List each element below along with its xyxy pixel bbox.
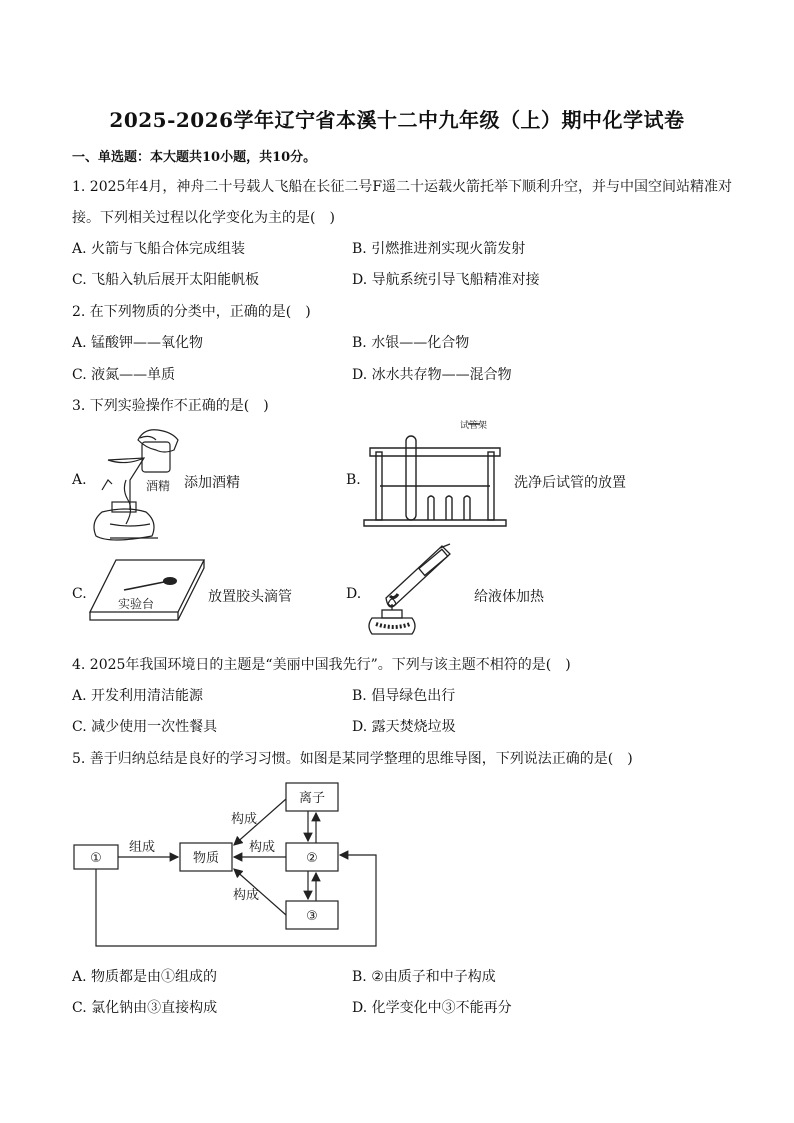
q4-option-d: D. 露天焚烧垃圾 <box>352 719 456 735</box>
box-1-label: ① <box>90 851 102 866</box>
q5-option-b: B. ②由质子和中子构成 <box>352 969 496 985</box>
test-tube-rack-figure <box>360 416 510 531</box>
q3-option-c-letter: C. <box>72 586 87 602</box>
q2-option-b: B. 水银——化合物 <box>352 335 470 351</box>
q1-option-c: C. 飞船入轨后展开太阳能帆板 <box>72 272 260 288</box>
q4-option-a: A. 开发利用清洁能源 <box>72 688 204 704</box>
arrow-form-label-3: 构成 <box>232 888 260 903</box>
alcohol-label: 酒精 <box>146 479 171 493</box>
box-2-label: ② <box>306 851 318 866</box>
q1-option-b: B. 引燃推进剂实现火箭发射 <box>352 241 526 257</box>
arrow-form-label-1: 构成 <box>230 812 258 827</box>
test-tube-rack-label: 试管架 <box>460 421 488 431</box>
q5-option-c: C. 氯化钠由③直接构成 <box>72 1000 218 1016</box>
q2-option-d: D. 冰水共存物——混合物 <box>352 367 512 383</box>
bench-label: 实验台 <box>118 597 155 611</box>
q2-stem: 2. 在下列物质的分类中，正确的是( ) <box>72 304 311 320</box>
q1-stem-line2: 接。下列相关过程以化学变化为主的是( ) <box>72 210 335 226</box>
q3-option-d-letter: D. <box>346 586 362 602</box>
heating-liquid-figure <box>360 540 470 640</box>
dropper-on-bench-figure <box>88 556 208 624</box>
box-ion-label: 离子 <box>298 791 326 806</box>
concept-map-diagram <box>60 775 400 955</box>
section-heading-single-choice: 一、单选题：本大题共10小题，共10分。 <box>72 150 317 165</box>
q1-option-a: A. 火箭与飞船合体完成组装 <box>72 241 246 257</box>
box-substance-label: 物质 <box>192 851 220 866</box>
alcohol-lamp-refill-figure <box>80 420 190 545</box>
q3-stem: 3. 下列实验操作不正确的是( ) <box>72 398 269 414</box>
q4-option-b: B. 倡导绿色出行 <box>352 688 456 704</box>
q3-option-a-letter: A. <box>72 472 87 488</box>
arrow-compose-label: 组成 <box>128 840 156 855</box>
box-3-label: ③ <box>306 909 318 924</box>
arrow-form-label-2: 构成 <box>248 840 276 855</box>
q5-option-a: A. 物质都是由①组成的 <box>72 969 218 985</box>
q5-stem: 5. 善于归纳总结是良好的学习习惯。如图是某同学整理的思维导图，下列说法正确的是( ) <box>72 751 633 767</box>
exam-title: 2025-2026学年辽宁省本溪十二中九年级（上）期中化学试卷 <box>109 108 685 132</box>
q4-option-c: C. 减少使用一次性餐具 <box>72 719 218 735</box>
q3-option-a-caption: 添加酒精 <box>184 475 240 491</box>
q5-option-d: D. 化学变化中③不能再分 <box>352 1000 512 1016</box>
q4-stem: 4. 2025年我国环境日的主题是“美丽中国我先行”。下列与该主题不相符的是( ) <box>72 657 571 673</box>
q2-option-a: A. 锰酸钾——氧化物 <box>72 335 204 351</box>
q3-option-d-caption: 给液体加热 <box>474 589 544 605</box>
q3-option-b-letter: B. <box>346 472 361 488</box>
q3-option-c-caption: 放置胶头滴管 <box>208 589 292 605</box>
q3-option-b-caption: 洗净后试管的放置 <box>514 475 626 491</box>
q2-option-c: C. 液氮——单质 <box>72 367 176 383</box>
q1-stem-line1: 1. 2025年4月，神舟二十号载人飞船在长征二号F遥二十运载火箭托举下顺利升空，并与中国空间站精准对 <box>72 179 733 195</box>
q1-option-d: D. 导航系统引导飞船精准对接 <box>352 272 540 288</box>
